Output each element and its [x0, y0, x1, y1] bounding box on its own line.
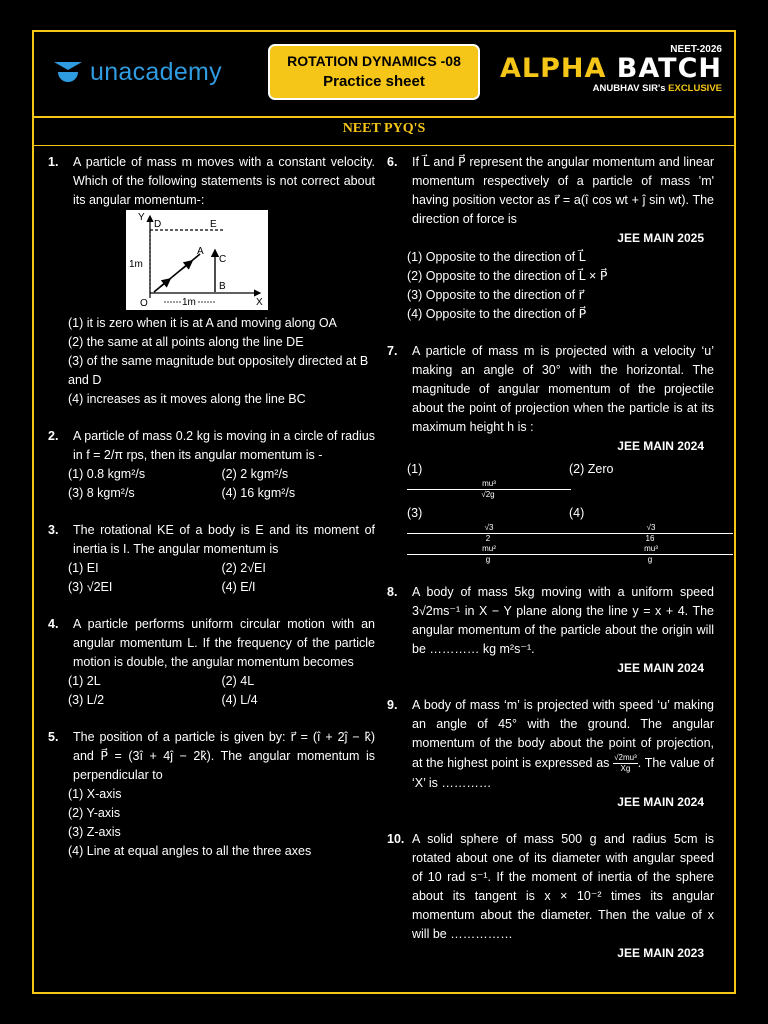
sheet-subtitle: Practice sheet [323, 73, 425, 90]
question-text: A particle of mass 0.2 kg is moving in a circle of radius in f = 2/π rps, then its angular momentum is - [73, 429, 375, 462]
numerator: mu³ [407, 479, 571, 490]
question-text: A particle performs uniform circular motion with an angular momentum L. If the frequency of the particle motion is double, the angular momentum becomes [73, 617, 375, 669]
question-text: The position of a particle is given by: r⃗ = (î + 2ĵ − k̂) and P⃗ = (3î + 4ĵ − 2k̂). The angular momentum is perpendicular to [73, 730, 375, 782]
q6-option-4: (4) Opposite to the direction of P⃗ [407, 307, 587, 321]
q4-option-2: (2) 4L [221, 674, 255, 688]
q1-option-4: (4) increases as it moves along the line BC [68, 392, 306, 406]
question-text: A solid sphere of mass 500 g and radius 5cm is rotated about one of its diameter with angular speed of 10 rad s⁻¹. If the moment of inertia of the sphere about its tangent is x × 10⁻² times its angular momentum about the diameter. Then the value of x will be …………… [412, 832, 714, 941]
q7-options-row-2 [387, 504, 714, 565]
unacademy-logo-icon [52, 60, 84, 86]
q2-option-1: (1) 0.8 kgm²/s [68, 467, 146, 481]
header-divider [32, 116, 736, 118]
q10-source: JEE MAIN 2023 [617, 946, 704, 960]
brand-batch: BATCH [616, 53, 723, 84]
q5-option-1: (1) X-axis [68, 787, 122, 801]
question-number: 8. [387, 585, 398, 599]
unacademy-logo [52, 58, 222, 87]
q6-option-3: (3) Opposite to the direction of r⃗ [407, 288, 584, 302]
alpha-batch-brand [500, 44, 722, 94]
fig-label-y: Y [138, 212, 145, 223]
fraction [407, 523, 569, 544]
right-column [387, 153, 714, 963]
fig-label-e: E [210, 219, 217, 230]
question-number: 3. [48, 523, 59, 537]
question-text-tail: . The value of ‘X’ is ………… [412, 755, 714, 790]
q7-source: JEE MAIN 2024 [617, 439, 704, 453]
q7-option-3 [407, 504, 569, 565]
sheet-title-box [268, 44, 480, 100]
fig-label-1m-horizontal: 1m [182, 297, 196, 308]
q3-option-1: (1) EI [68, 561, 99, 575]
brand-subtitle [500, 83, 722, 94]
numerator: mu³ [569, 544, 733, 555]
question-7 [387, 342, 714, 437]
fig-label-a: A [197, 246, 204, 257]
q2-options-row-2 [48, 484, 375, 503]
q6-source: JEE MAIN 2025 [617, 231, 704, 245]
left-column [48, 153, 375, 861]
q7-option-1 [407, 460, 569, 500]
section-divider [32, 145, 736, 146]
question-number: 9. [387, 698, 398, 712]
question-5 [48, 728, 375, 785]
question-number: 10. [387, 832, 405, 846]
denominator: Xg [620, 764, 631, 773]
question-3 [48, 521, 375, 559]
option-label: (4) [569, 506, 585, 520]
numerator: √3 [569, 523, 733, 534]
q9-source: JEE MAIN 2024 [617, 795, 704, 809]
numerator: √2mu³ [614, 753, 637, 762]
q4-option-4: (4) L/4 [221, 693, 258, 707]
fig-label-o: O [140, 298, 148, 309]
denominator: √2g [481, 490, 495, 499]
question-body [412, 696, 714, 793]
question-text: A body of mass 5kg moving with a uniform speed 3√2ms⁻¹ in X − Y plane along the line y = x + 4. The angular momentum of the particle about the origin will be ………… kg m²s⁻¹. [412, 585, 714, 656]
q2-option-2: (2) 2 kgm²/s [221, 467, 289, 481]
logo-text: unacademy [90, 58, 222, 86]
question-text: A body of mass ‘m’ is projected with speed ‘u’ making an angle of 45° with the ground. The angular momentum of the body about the point of projection, at the highest point is expressed as [412, 698, 714, 770]
question-number: 6. [387, 155, 398, 169]
q3-option-2: (2) 2√EI [221, 561, 266, 575]
q7-option-4 [569, 504, 731, 565]
sheet-title: ROTATION DYNAMICS -08 [287, 53, 461, 69]
fig-label-d: D [154, 219, 162, 230]
question-9 [387, 696, 714, 793]
question-text: The rotational KE of a body is E and its moment of inertia is I. The angular momentum is [73, 523, 375, 556]
fig-label-b: B [219, 281, 226, 292]
neet-year: NEET-2026 [670, 44, 722, 55]
question-number: 2. [48, 429, 59, 443]
question-text: A particle of mass m moves with a constant velocity. Which of the following statements is not correct about its angular momentum-: [73, 155, 375, 207]
fraction [407, 479, 569, 500]
q3-option-3: (3) √2EI [68, 580, 113, 594]
q5-option-3: (3) Z-axis [68, 825, 121, 839]
brand-alpha: ALPHA [500, 53, 607, 84]
question-6 [387, 153, 714, 229]
question-number: 4. [48, 617, 59, 631]
question-text: A particle of mass m is projected with a velocity ‘u’ making an angle of 30° with the horizontal. The magnitude of angular momentum of the projectile about the point of projection when the particle is at its maximum height h is : [412, 344, 714, 434]
angular-momentum-figure [126, 210, 268, 310]
q4-option-1: (1) 2L [68, 674, 101, 688]
figure-svg [126, 210, 268, 310]
fraction [407, 544, 569, 565]
q7-options-row-1 [387, 460, 714, 500]
brand-wordmark [500, 55, 722, 83]
q3-option-4: (4) E/I [221, 580, 256, 594]
question-number: 5. [48, 730, 59, 744]
denominator: 16 [645, 534, 655, 543]
question-number: 1. [48, 155, 59, 169]
question-8 [387, 583, 714, 659]
q3-options-row-1 [48, 559, 375, 578]
q8-source: JEE MAIN 2024 [617, 661, 704, 675]
brand-exclusive: EXCLUSIVE [668, 83, 722, 94]
fraction [613, 753, 638, 774]
q2-option-3: (3) 8 kgm²/s [68, 486, 135, 500]
question-10 [387, 830, 714, 944]
q2-option-4: (4) 16 kgm²/s [221, 486, 296, 500]
fraction [569, 544, 731, 565]
q6-option-1: (1) Opposite to the direction of L⃗ [407, 250, 586, 264]
numerator: √3 [407, 523, 571, 534]
question-4 [48, 615, 375, 672]
q2-options-row-1 [48, 465, 375, 484]
option-label: (1) [407, 462, 423, 476]
q5-option-2: (2) Y-axis [68, 806, 121, 820]
brand-owner: ANUBHAV SIR's [592, 83, 666, 94]
q1-option-2: (2) the same at all points along the line DE [68, 335, 304, 349]
question-2 [48, 427, 375, 465]
q4-options-row-2 [48, 691, 375, 710]
question-text: If L⃗ and P⃗ represent the angular momentum and linear momentum respectively of a particle of mass 'm' having position vector as r⃗ = a(î cos wt + ĵ sin wt). The direction of force is [412, 155, 714, 226]
denominator: g [485, 555, 491, 564]
question-1 [48, 153, 375, 210]
q6-option-2: (2) Opposite to the direction of L⃗ × P⃗ [407, 269, 608, 283]
q4-option-3: (3) L/2 [68, 693, 105, 707]
option-label: (3) [407, 506, 423, 520]
denominator: g [647, 555, 653, 564]
denominator: 2 [485, 534, 491, 543]
fig-label-1m-vertical: 1m [129, 259, 143, 270]
q4-options-row-1 [48, 672, 375, 691]
fraction [569, 523, 731, 544]
q7-option-2: (2) Zero [569, 462, 614, 476]
fig-label-x: X [256, 297, 263, 308]
q5-option-4: (4) Line at equal angles to all the three axes [68, 844, 312, 858]
fig-label-c: C [219, 254, 227, 265]
numerator: mu² [407, 544, 571, 555]
q1-option-3: (3) of the same magnitude but oppositely directed at B and D [68, 354, 369, 387]
question-number: 7. [387, 344, 398, 358]
q1-option-1: (1) it is zero when it is at A and moving along OA [68, 316, 337, 330]
section-title: NEET PYQ'S [342, 121, 426, 136]
q3-options-row-2 [48, 578, 375, 597]
